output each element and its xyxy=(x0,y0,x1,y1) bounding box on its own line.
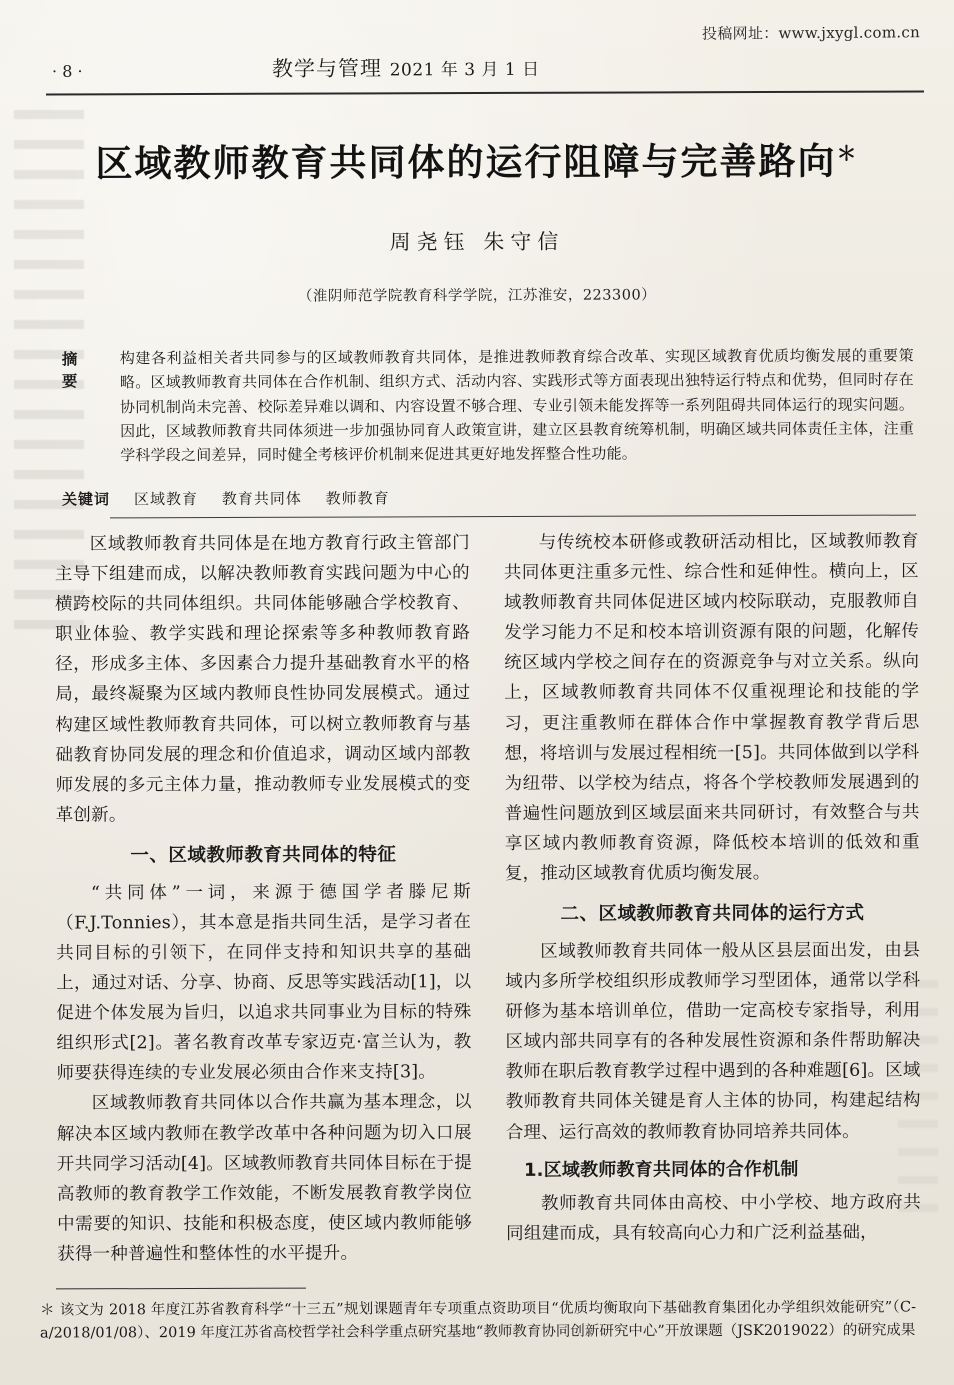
keyword-item: 教育共同体 xyxy=(221,489,302,508)
body-paragraph: 区域教师教育共同体以合作共赢为基本理念，以解决本区域内教师在教学改革中各种问题为切入口展开共同学习活动[4]。区域教师教育共同体目标在于提高教师的教育教学工作效能，不断发展教育教学岗位中需要的知识、技能和积极态度，使区域内教师能够获得一种普遍性和整体性的水平提升。 xyxy=(56,1092,473,1265)
keywords-block xyxy=(62,486,914,510)
keyword-item: 区域教育 xyxy=(133,490,199,509)
submission-url: 投稿网址：www.jxygl.com.cn xyxy=(701,23,921,43)
body-paragraph: 区域教师教育共同体一般从区县层面出发，由县域内多所学校组织形成教师学习型团体，通常以学科研修为基本培训单位，借助一定高校专家指导，利用区域内部共同享有的各种发展性资源和条件帮助解决教师在职后教育教学过程中遇到的各种难题[6]。区域教师教育共同体关键是育人主体的协同，构建起结构合理、运行高效的教师教育协同培养共同体。 xyxy=(505,940,921,1143)
keyword-item: 教师教育 xyxy=(325,489,390,508)
page-header xyxy=(52,50,920,84)
journal-masthead xyxy=(272,52,540,83)
abstract-block xyxy=(62,344,914,468)
footnote-text: ＊ 该文为 2018 年度江苏省教育科学“十三五”规划课题青年专项重点资助项目“优质均衡取向下基础教育集团化办学组织效能研究”（C-a/2018/01/08）、2019 年度江苏省高校哲学社会科学重点研究基地“教师教育协同创新研究中心”开放课题（JSK2019022）的研究成果 xyxy=(39,1299,916,1343)
footnote-rule xyxy=(56,1288,306,1290)
abstract-text: 构建各利益相关者共同参与的区域教师教育共同体，是推进教师教育综合改革、实现区域教育优质均衡发展的重要策略。区域教师教育共同体在合作机制、组织方式、活动内容、实践形式等方面表现出独特运行特点和优势，但同时存在协同机制尚未完善、校际差异难以调和、内容设置不够合理、专业引领未能发挥等一系列阻碍共同体运行的现实问题。因此，区域教师教育共同体须进一步加强协同育人政策宣讲，建立区县教育统筹机制，明确区域共同体责任主体，注重学科学段之间差异，同时健全考核评价机制来促进其更好地发挥整合性功能。 xyxy=(119,346,915,465)
left-column xyxy=(55,528,473,1274)
abstract-label: 摘 要 xyxy=(61,350,105,391)
page-number: · 8 · xyxy=(51,61,83,81)
keywords-items xyxy=(134,487,408,509)
title-footnote-mark: ＊ xyxy=(836,141,859,166)
author-list: 周尧钰 朱守信 xyxy=(389,229,565,255)
article-title: 区域教师教育共同体的运行阻障与完善路向 xyxy=(95,139,837,186)
keywords-label: 关键词 xyxy=(61,490,111,509)
body-paragraph: 与传统校本研修或教研活动相比，区域教师教育共同体更注重多元性、综合性和延伸性。横向上，区域教师教育共同体促进区域内校际联动，克服教师自发学习能力不足和校本培训资源有限的问题，化解传统区域内学校之间存在的资源竞争与对立关系。纵向上，区域教师教育共同体不仅重视理论和技能的学习，更注重教师在群体合作中掌握教育教学背后思想，将培训与发展过程相统一[5]。共同体做到以学科为纽带、以学校为结点，将各个学校教师发展遇到的普遍性问题放到区域层面来共同研讨，有效整合与共享区域内教师教育资源，降低校本培训的低效和重复，推动区域教育优质均衡发展。 xyxy=(503,531,920,884)
header-rule xyxy=(46,90,924,95)
body-paragraph: “共同体”一词，来源于德国学者滕尼斯（F.J.Tonnies），其本意是指共同生活，是学习者在共同目标的引领下，在同伴支持和知识共享的基础上，通过对话、分享、协商、反思等实践活动[1]，以促进个体发展为旨归，以追求共同事业为目标的特殊组织形式[2]。著名教育改革专家迈克·富兰认为，教师要获得连续的专业发展必须由合作来支持[3]。 xyxy=(56,881,472,1084)
body-paragraph: 区域教师教育共同体是在地方教育行政主管部门主导下组建而成，以解决教师教育实践问题为中心的横跨校际的共同体组织。共同体能够融合学校教育、职业体验、教学实践和理论探索等多种教师教育路径，形成多主体、多因素合力提升基础教育水平的格局，最终凝聚为区域内教师良性协同发展模式。通过构建区域性教师教育共同体，可以树立教师教育与基础教育协同发展的理念和价值追求，调动区域内部教师发展的多元主体力量，推动教师专业发展模式的变革创新。 xyxy=(54,533,471,826)
affiliation: （淮阴师范学院教育科学学院，江苏淮安，223300） xyxy=(297,287,657,305)
section-heading: 二、区域教师教育共同体的运行方式 xyxy=(560,902,865,925)
subsection-heading: 1.区域教师教育共同体的合作机制 xyxy=(523,1158,799,1181)
journal-name: 教学与管理 xyxy=(271,56,383,81)
section-heading: 一、区域教师教育共同体的特征 xyxy=(130,844,397,867)
abstract-rule xyxy=(110,515,916,519)
issue-date: 2021 年 3 月 1 日 xyxy=(389,59,540,81)
body-paragraph: 教师教育共同体由高校、中小学校、地方政府共同组建而成，具有较高向心力和广泛利益基础， xyxy=(506,1192,922,1244)
article-body xyxy=(55,526,922,1274)
page-title xyxy=(0,130,954,187)
right-column xyxy=(504,526,922,1272)
